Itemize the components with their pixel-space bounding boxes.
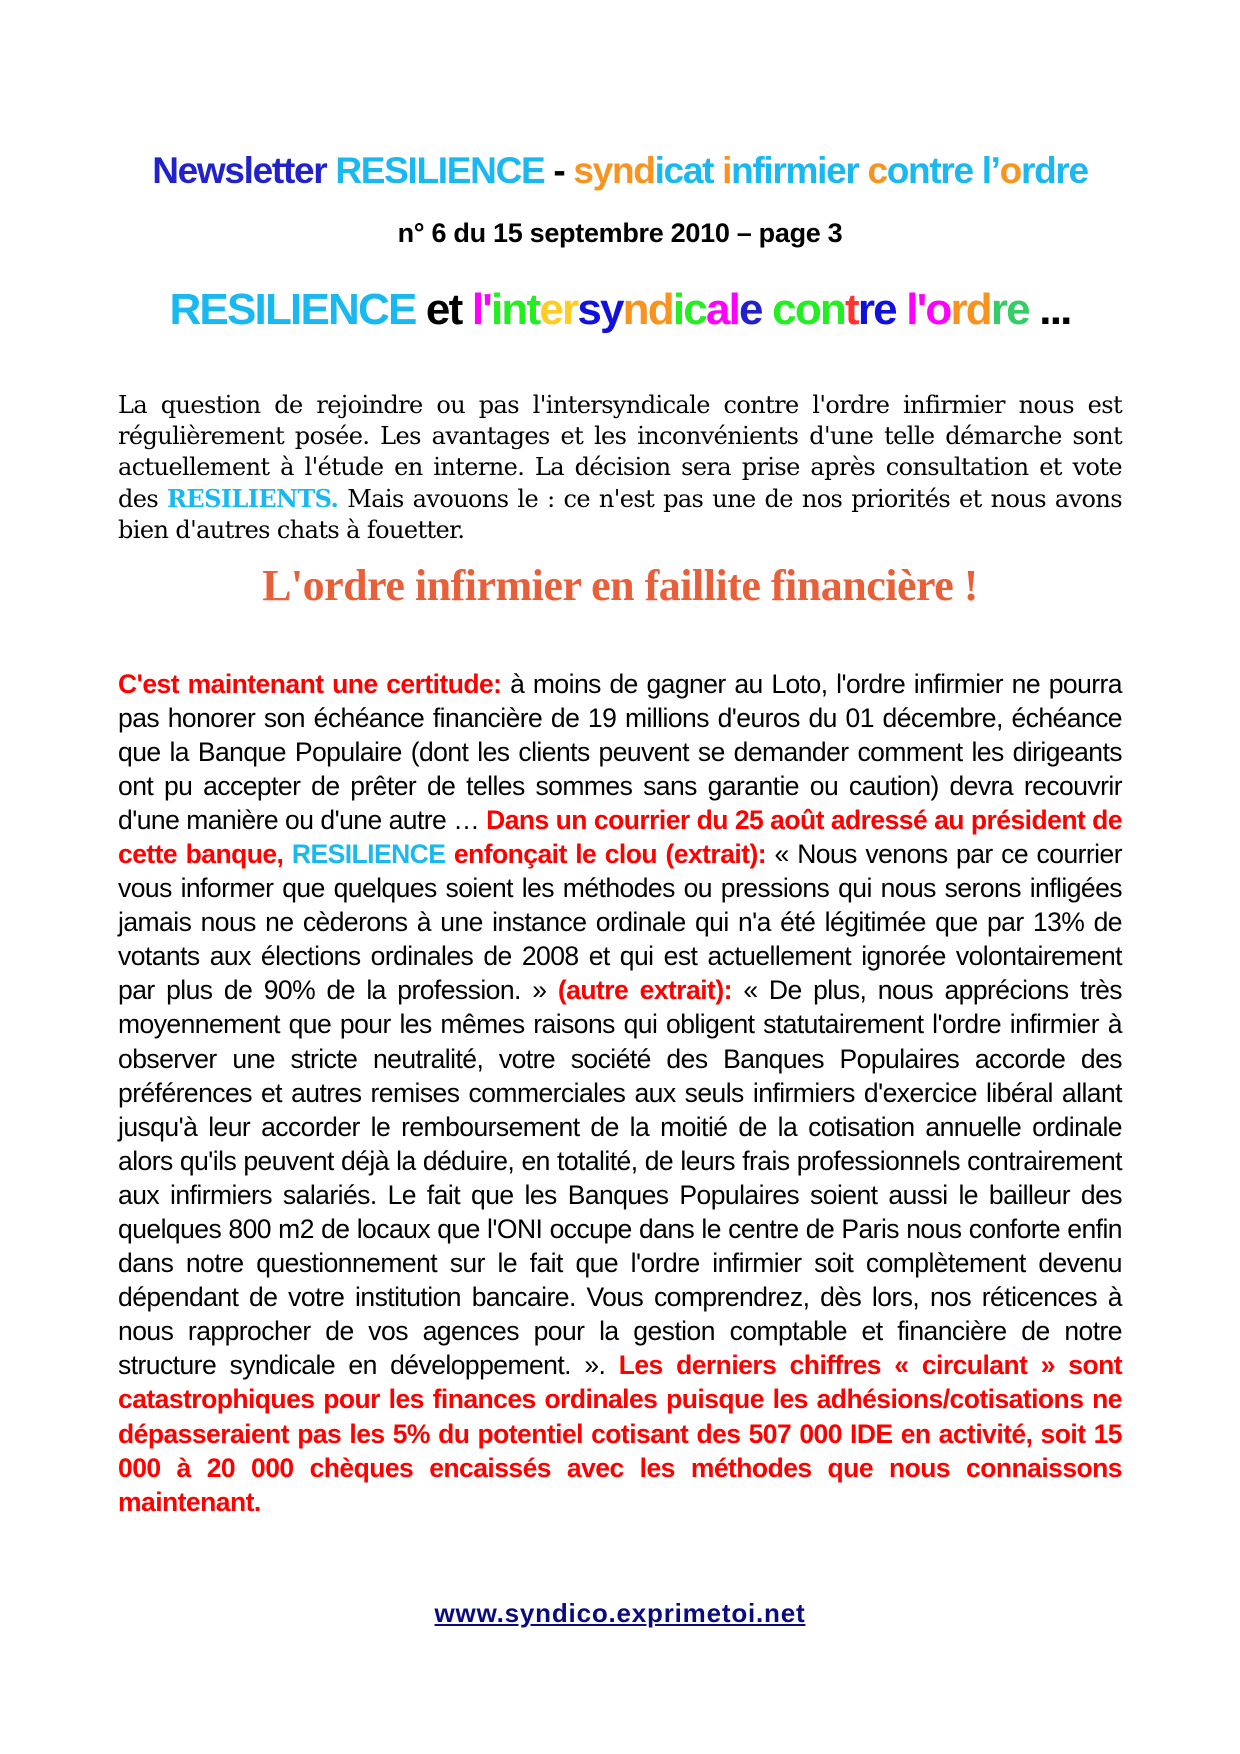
section-heading-intersyndicale (0, 285, 1240, 335)
body-segment: Dans un courrier du 25 août adressé au président de cette banque, (118, 804, 1123, 869)
heading-part: e (739, 285, 773, 334)
heading-part: rd (950, 285, 991, 334)
heading-part: con (772, 285, 845, 334)
title-part: o (999, 150, 1021, 191)
heading-part: re (857, 285, 907, 334)
title-part: icat (654, 150, 723, 191)
title-part: nfirmier (731, 150, 868, 191)
title-part: c (867, 150, 887, 191)
heading-part: er (539, 285, 578, 334)
body-segment: « De plus, nous apprécions très moyennement que pour les mêmes raisons qui obligent statutairement l'ordre infirmier à observer une stricte neutralité, votre société des Banques Populaires accorde des préférences et autres remises commerciales aux seuls infirmiers d'exercice libéral allant jusqu'à leur accorder le remboursement de la moitié de la cotisation annuelle ordinale alors qu'ils peuvent déjà la déduire, en totalité, de leurs frais professionnels contrairement aux infirmiers salariés. Le fait que les Banques Populaires soient aussi le bailleur des quelques 800 m2 de locaux que l'ONI occupe dans le centre de Paris nous conforte enfin dans notre questionnement sur le fait que l'ordre infirmier soit complètement devenu dépendant de votre institution bancaire. Vous comprendrez, dès lors, nos réticences à nous rapprocher de vos agences pour la gestion comptable et financière de notre structure syndicale en développement. ». (118, 975, 1122, 1381)
heading-part: sy (577, 285, 623, 334)
footer (0, 1598, 1240, 1629)
heading-part: ... (1039, 285, 1071, 334)
title-part: i (722, 150, 732, 191)
issue-subtitle: n° 6 du 15 septembre 2010 – page 3 (397, 218, 843, 248)
resilients-highlight: RESILIENTS. (167, 484, 339, 513)
heading-part: re (990, 285, 1040, 334)
heading-part: int (490, 285, 540, 334)
heading-part: nd (622, 285, 673, 334)
paragraph-text: Mais avouons le : ce n'est pas une de nos priorités et nous avons bien d'autres chats à fouetter. (118, 485, 1122, 544)
section-heading-faillite: L'ordre infirmier en faillite financière ! (262, 561, 978, 610)
newsletter-title (0, 150, 1240, 192)
body-segment: enfonçait le clou (extrait): (445, 838, 767, 869)
title-part: synd (573, 150, 655, 191)
body-segment: à moins de gagner au Loto, l'ordre infirmier ne pourra pas honorer son échéance financière de 19 millions d'euros du 01 décembre, échéance que la Banque Populaire (dont les clients peuvent se demander comment les dirigeants ont pu accepter de prêter de telles sommes sans garantie ou caution) devra recouvrir d'une manière ou d'une autre … (118, 668, 1122, 835)
body-segment: (autre extrait): (557, 975, 732, 1006)
body-segment: C'est maintenant une certitude: (118, 668, 502, 699)
heading-part: al (705, 285, 740, 334)
title-part: ontre l’ (886, 150, 1000, 191)
heading-part: ic (672, 285, 706, 334)
intersyndicale-paragraph (118, 390, 1122, 546)
website-link[interactable]: www.syndico.exprimetoi.net (434, 1598, 806, 1628)
body-segment: RESILIENCE (291, 838, 446, 869)
heading-part: t (844, 285, 858, 334)
body-segment: « Nous venons par ce courrier vous informer que quelques soient les méthodes ou pressions qui nous serons infligées jamais nous ne cèderons à une instance ordinale qui n'a été légitimée que par 13% de votants aux élections ordinales de 2008 et qui est actuellement ignorée volontairement par plus de 90% de la profession. » (118, 838, 1122, 1006)
body-segment: Les derniers chiffres « circulant » sont catastrophiques pour les finances ordinales puisque les adhésions/cotisations ne dépasseraient pas les 5% du potentiel cotisant des 507 000 IDE en activité, soit 15 000 à 20 000 chèques encaissés avec les méthodes que nous connaissons maintenant. (118, 1350, 1122, 1517)
heading-part: RESILIENCE (169, 285, 426, 334)
title-part: rdre (1020, 150, 1088, 191)
heading-part: l'o (906, 285, 951, 334)
title-part: RESILIENCE (335, 150, 554, 191)
heading-part: et (425, 285, 472, 334)
title-part: - (553, 150, 574, 191)
title-part: Newsletter (152, 150, 336, 191)
faillite-body (118, 667, 1122, 1519)
heading-part: l' (471, 285, 491, 334)
paragraph-text: La question de rejoindre ou pas l'intersyndicale contre l'ordre infirmier nous est régulièrement posée. Les avantages et les inconvénients d'une telle démarche sont actuellement à l'étude en interne. La décision sera prise après consultation et vote des (118, 391, 1122, 513)
